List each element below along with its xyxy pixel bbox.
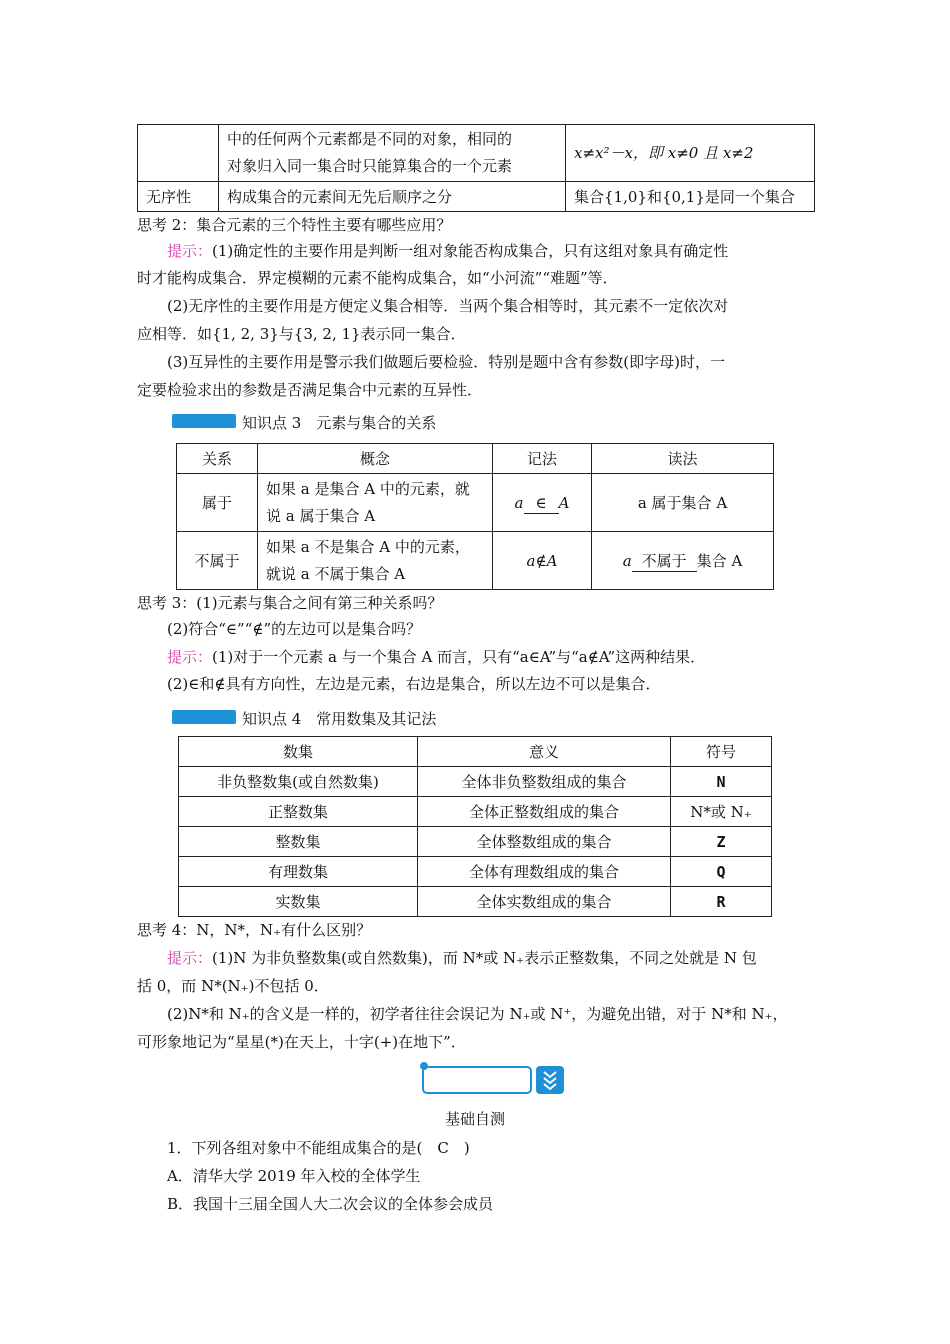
notation-a: a — [514, 493, 524, 512]
option-a: A．清华大学 2019 年入校的全体学生 — [167, 1167, 421, 1185]
header-notation: 记法 — [493, 444, 592, 474]
set-meaning: 全体有理数组成的集合 — [418, 857, 671, 887]
section-marker-icon — [172, 710, 236, 724]
reading-not-belongs — [592, 532, 774, 590]
think3-a2: (2)∈和∉具有方向性，左边是元素，右边是集合，所以左边不可以是集合． — [167, 675, 661, 693]
relation-table — [176, 443, 774, 590]
set-symbol: Z — [671, 827, 772, 857]
number-sets-table — [178, 736, 772, 917]
think2-p2b: 应相等．如{1, 2, 3}与{3, 2, 1}表示同一集合． — [137, 325, 466, 343]
reading-a: a — [622, 551, 632, 570]
think4-p1a — [137, 944, 817, 972]
think2-question: 思考 2：集合元素的三个特性主要有哪些应用？ — [137, 216, 452, 234]
think2-p3b: 定要检验求出的参数是否满足集合中元素的互异性． — [137, 381, 483, 399]
header-symbol: 符号 — [671, 737, 772, 767]
set-meaning: 全体整数组成的集合 — [418, 827, 671, 857]
think2-p1a-text: (1)确定性的主要作用是判断一组对象能否构成集合，只有这组对象具有确定性 — [212, 242, 729, 260]
think2-p3a: (3)互异性的主要作用是警示我们做题后要检验．特别是题中含有参数(即字母)时，一 — [167, 353, 725, 371]
reading-belongs: a 属于集合 A — [592, 474, 774, 532]
relation-not-belongs: 不属于 — [177, 532, 258, 590]
fill-blank: ∈ — [524, 493, 559, 514]
set-symbol: R — [671, 887, 772, 917]
set-name: 实数集 — [179, 887, 418, 917]
set-meaning: 全体正整数组成的集合 — [418, 797, 671, 827]
header-relation: 关系 — [177, 444, 258, 474]
header-concept: 概念 — [258, 444, 493, 474]
concept-belongs-line2: 说 a 属于集合 A — [266, 506, 376, 525]
hint-label: 提示： — [167, 242, 213, 260]
set-meaning: 全体非负整数组成的集合 — [418, 767, 671, 797]
reading-set: 集合 A — [696, 551, 743, 570]
properties-table — [137, 124, 815, 212]
property-desc-cell — [219, 125, 566, 182]
property-example-cell: x≠x²－x，即 x≠0 且 x≠2 — [566, 125, 815, 182]
think3-q2: (2)符合“∈”“∉”的左边可以是集合吗？ — [167, 620, 422, 638]
set-name: 有理数集 — [179, 857, 418, 887]
desc-line1: 中的任何两个元素都是不同的对象，相同的 — [227, 130, 513, 148]
chevrons-down-icon — [536, 1066, 564, 1094]
question-1: 1．下列各组对象中不能组成集合的是( C ) — [167, 1139, 470, 1157]
set-name: 正整数集 — [179, 797, 418, 827]
section-banner — [422, 1066, 532, 1094]
think2-p2a: (2)无序性的主要作用是方便定义集合相等．当两个集合相等时，其元素不一定依次对 — [167, 297, 729, 315]
concept-not-belongs-line1: 如果 a 不是集合 A 中的元素， — [266, 537, 470, 556]
think2-p1a — [137, 237, 817, 265]
concept-belongs — [258, 474, 493, 532]
notation-not-belongs: a∉A — [493, 532, 592, 590]
kp4-title: 知识点 4 常用数集及其记法 — [242, 710, 437, 728]
set-symbol: N — [671, 767, 772, 797]
relation-belongs: 属于 — [177, 474, 258, 532]
header-set: 数集 — [179, 737, 418, 767]
self-test-heading: 基础自测 — [444, 1110, 505, 1128]
notation-belongs — [493, 474, 592, 532]
think3-a1 — [137, 643, 817, 671]
banner-dot-icon — [420, 1062, 428, 1070]
notation-A: A — [558, 493, 570, 512]
think2-p1b: 时才能构成集合．界定模糊的元素不能构成集合，如“小河流”“难题”等． — [137, 269, 618, 287]
section-marker-icon — [172, 414, 236, 428]
property-name-unordered: 无序性 — [138, 182, 219, 212]
set-name: 非负整数集(或自然数集) — [179, 767, 418, 797]
set-name: 整数集 — [179, 827, 418, 857]
think3-q1: 思考 3：(1)元素与集合之间有第三种关系吗？ — [137, 594, 443, 612]
header-meaning: 意义 — [418, 737, 671, 767]
think4-p2b: 可形象地记为“星星(*)在天上，十字(+)在地下”． — [137, 1033, 466, 1051]
hint-label: 提示： — [167, 949, 213, 967]
set-symbol: N*或 N₊ — [671, 797, 772, 827]
property-desc-unordered: 构成集合的元素间无先后顺序之分 — [219, 182, 566, 212]
think4-p2a: (2)N*和 N₊的含义是一样的，初学者往往会误记为 N₊或 N⁺，为避免出错，对于 N*和 N₊， — [167, 1005, 788, 1023]
desc-line2: 对象归入同一集合时只能算集合的一个元素 — [227, 157, 513, 175]
concept-not-belongs-line2: 就说 a 不属于集合 A — [266, 564, 406, 583]
concept-not-belongs — [258, 532, 493, 590]
property-example-unordered: 集合{1,0}和{0,1}是同一个集合 — [566, 182, 815, 212]
set-symbol: Q — [671, 857, 772, 887]
property-name-cell — [138, 125, 219, 182]
think4-p1b: 括 0，而 N*(N₊)不包括 0． — [137, 977, 329, 995]
kp3-title: 知识点 3 元素与集合的关系 — [242, 414, 437, 432]
think4-p1a-text: (1)N 为非负整数集(或自然数集)，而 N*或 N₊表示正整数集，不同之处就是 N 包 — [212, 949, 757, 967]
concept-belongs-line1: 如果 a 是集合 A 中的元素，就 — [266, 479, 470, 498]
think3-a1-text: (1)对于一个元素 a 与一个集合 A 而言，只有“a∈A”与“a∉A”这两种结果． — [212, 648, 706, 666]
option-b: B．我国十三届全国人大二次会议的全体参会成员 — [167, 1195, 494, 1213]
header-reading: 读法 — [592, 444, 774, 474]
fill-blank: 不属于 — [632, 551, 697, 572]
hint-label: 提示： — [167, 648, 213, 666]
set-meaning: 全体实数组成的集合 — [418, 887, 671, 917]
think4-question: 思考 4：N，N*，N₊有什么区别？ — [137, 921, 372, 939]
